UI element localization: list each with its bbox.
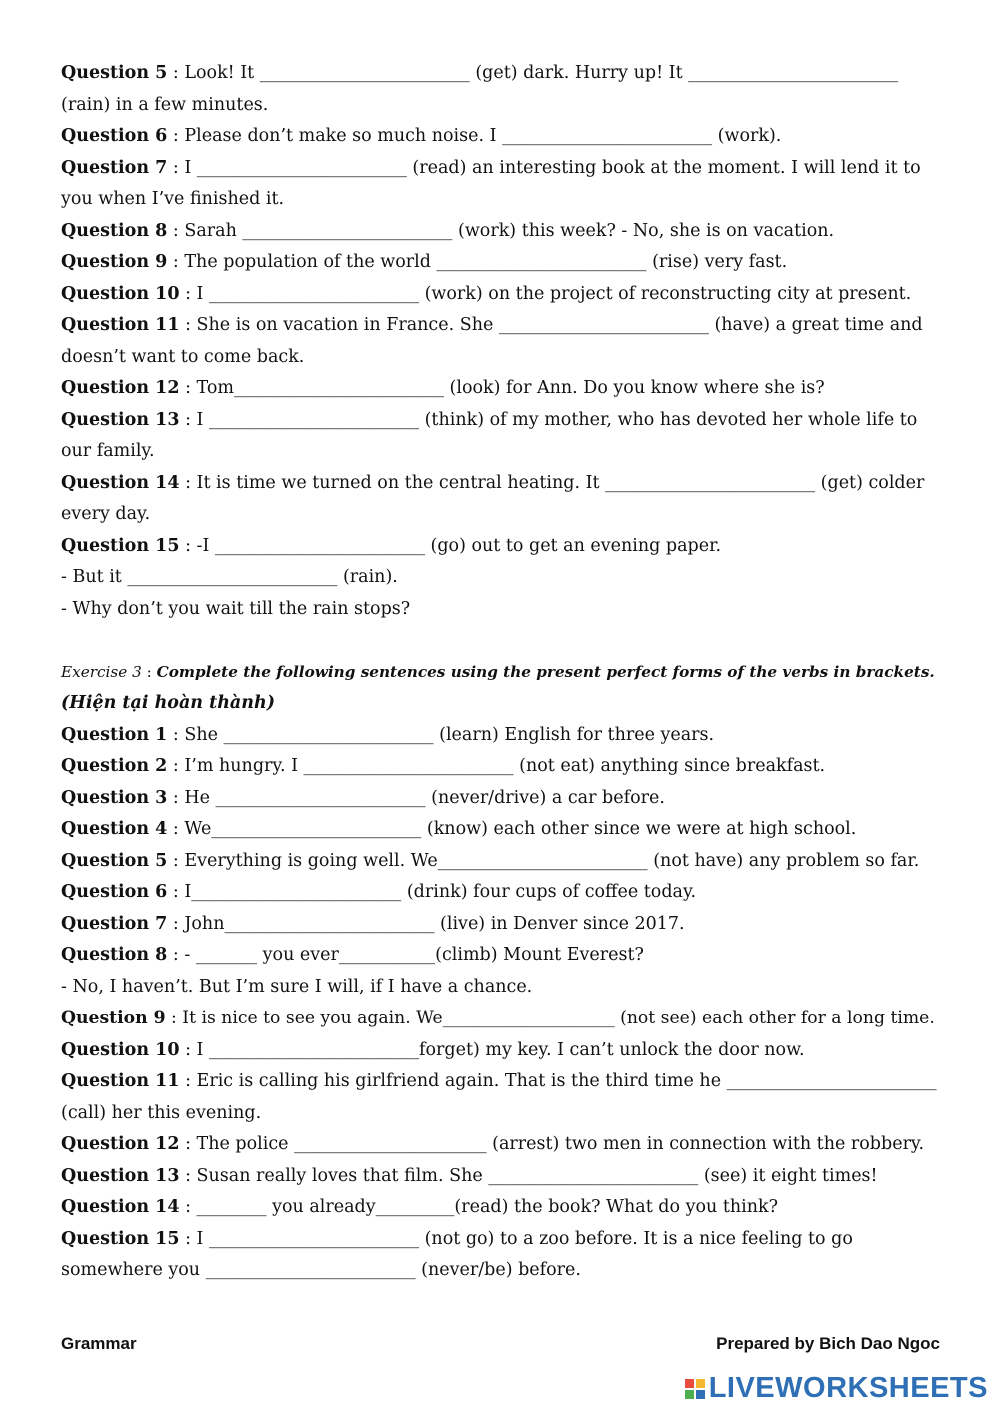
ex3-question-2 [61, 751, 940, 783]
question-text: : It is time we turned on the central heating. It ________________________ (get) colder [179, 472, 925, 493]
question-label: Question 11 [61, 1071, 180, 1091]
question-text: : It is nice to see you again. We____________________ (not see) each other for a long time. [165, 1008, 935, 1028]
question-15-line-2: - But it ________________________ (rain). [61, 567, 398, 587]
question-text: : -I ________________________ (go) out to get an evening paper. [179, 535, 722, 556]
question-label: Question 3 [61, 787, 168, 808]
brand-square-red [685, 1379, 694, 1388]
question-label: Question 13 [61, 1165, 180, 1186]
question-text: : Look! It ________________________ (get) dark. Hurry up! It ________________________ [167, 63, 899, 83]
ex3-question-11-continued: (call) her this evening. [61, 1102, 262, 1123]
brand-square-blue [696, 1390, 705, 1399]
question-text: : He ________________________ (never/drive) a car before. [167, 787, 665, 808]
worksheet-content [61, 58, 940, 1287]
footer-subject: Grammar [61, 1334, 137, 1353]
question-label: Question 14 [61, 1197, 180, 1217]
liveworksheets-logo[interactable] [685, 1372, 988, 1405]
question-8 [61, 216, 940, 248]
question-9 [61, 247, 940, 279]
question-6 [61, 121, 940, 153]
question-text: : I ________________________ (work) on the project of reconstructing city at present. [179, 283, 912, 304]
question-text: : Sarah ________________________ (work) this week? - No, she is on vacation. [167, 220, 835, 241]
ex3-question-15 [61, 1224, 940, 1256]
exercise-instruction: Complete the following sentences using the present perfect forms of the verbs in brackets. [156, 662, 935, 681]
question-text: : Everything is going well. We________________________ (not have) any problem so far. [167, 850, 920, 871]
ex3-question-13 [61, 1161, 940, 1193]
ex3-question-5 [61, 846, 940, 878]
ex3-question-4 [61, 814, 940, 846]
question-label: Question 5 [61, 63, 168, 83]
question-label: Question 10 [61, 1039, 180, 1060]
question-label: Question 1 [61, 724, 168, 745]
brand-grid-icon [685, 1379, 705, 1399]
ex3-question-12 [61, 1129, 940, 1161]
exercise-3-subtitle: (Hiện tại hoàn thành) [61, 693, 275, 713]
question-label: Question 8 [61, 220, 168, 241]
question-text: : The population of the world ________________________ (rise) very fast. [167, 252, 788, 272]
question-11-continued: doesn’t want to come back. [61, 346, 305, 367]
question-15-line-3: - Why don’t you wait till the rain stops? [61, 598, 411, 619]
question-15 [61, 531, 940, 563]
question-text: : I ________________________ (not go) to a zoo before. It is a nice feeling to go [179, 1228, 853, 1249]
ex3-question-6 [61, 877, 940, 909]
question-label: Question 9 [61, 252, 168, 272]
question-label: Question 14 [61, 472, 180, 493]
question-text: : I ________________________ (think) of my mother, who has devoted her whole life to [179, 409, 918, 430]
question-label: Question 4 [61, 819, 168, 839]
ex3-question-11 [61, 1066, 940, 1098]
question-label: Question 6 [61, 882, 168, 902]
question-7-continued: you when I’ve finished it. [61, 189, 285, 209]
brand-name: LIVEWORKSHEETS [708, 1372, 988, 1404]
question-13-continued: our family. [61, 441, 155, 461]
question-11 [61, 310, 940, 342]
footer-author: Prepared by Bich Dao Ngoc [716, 1334, 940, 1353]
question-text: : Susan really loves that film. She ________________________ (see) it eight times! [179, 1165, 878, 1186]
question-text: : She ________________________ (learn) English for three years. [167, 724, 715, 745]
question-text: : ________ you already_________(read) the book? What do you think? [179, 1197, 779, 1217]
question-text: : I’m hungry. I ________________________ (not eat) anything since breakfast. [167, 756, 826, 776]
ex3-question-1 [61, 720, 940, 752]
question-10 [61, 279, 940, 311]
question-text: : John________________________ (live) in Denver since 2017. [167, 913, 685, 934]
exercise-3-title [61, 657, 940, 689]
brand-square-green [685, 1390, 694, 1399]
question-text: : I ________________________forget) my key. I can’t unlock the door now. [179, 1039, 805, 1060]
ex3-question-14 [61, 1192, 940, 1224]
ex3-question-9 [61, 1003, 940, 1035]
ex3-question-7 [61, 909, 940, 941]
question-text: : - _______ you ever___________(climb) Mount Everest? [167, 945, 644, 965]
question-text: : We________________________ (know) each other since we were at high school. [167, 819, 857, 839]
question-text: : Please don’t make so much noise. I ________________________ (work). [167, 126, 782, 146]
question-text: : Tom________________________ (look) for Ann. Do you know where she is? [179, 378, 825, 398]
exercise-separator: : [141, 662, 157, 681]
question-7 [61, 153, 940, 185]
question-label: Question 6 [61, 126, 168, 146]
question-label: Question 7 [61, 157, 168, 178]
question-label: Question 11 [61, 315, 180, 335]
question-label: Question 13 [61, 409, 180, 430]
question-14 [61, 468, 940, 500]
question-14-continued: every day. [61, 504, 151, 524]
question-text: : Eric is calling his girlfriend again. That is the third time he ________________________ [179, 1071, 937, 1091]
brand-square-yellow [696, 1379, 705, 1388]
question-label: Question 5 [61, 850, 168, 871]
question-label: Question 15 [61, 535, 180, 556]
ex3-question-3 [61, 783, 940, 815]
exercise-label: Exercise 3 [61, 662, 142, 681]
question-label: Question 15 [61, 1228, 180, 1249]
question-text: : I ________________________ (read) an interesting book at the moment. I will lend it to [167, 157, 921, 178]
question-label: Question 12 [61, 378, 180, 398]
question-text: : She is on vacation in France. She ________________________ (have) a great time and [179, 315, 923, 335]
question-label: Question 12 [61, 1134, 180, 1154]
question-label: Question 8 [61, 945, 168, 965]
question-text: : The police ______________________ (arrest) two men in connection with the robbery. [179, 1134, 925, 1154]
ex3-question-8-answer: - No, I haven’t. But I’m sure I will, if I have a chance. [61, 976, 533, 997]
ex3-question-15-continued: somewhere you ________________________ (never/be) before. [61, 1260, 581, 1280]
question-label: Question 7 [61, 913, 168, 934]
question-13 [61, 405, 940, 437]
question-label: Question 2 [61, 756, 168, 776]
question-label: Question 9 [61, 1008, 166, 1028]
question-text: : I________________________ (drink) four cups of coffee today. [167, 882, 697, 902]
ex3-question-8 [61, 940, 940, 972]
question-label: Question 10 [61, 283, 180, 304]
question-5 [61, 58, 940, 90]
page-footer [61, 1334, 940, 1354]
question-5-continued: (rain) in a few minutes. [61, 94, 269, 115]
ex3-question-10 [61, 1035, 940, 1067]
spacer [61, 625, 940, 657]
question-12 [61, 373, 940, 405]
